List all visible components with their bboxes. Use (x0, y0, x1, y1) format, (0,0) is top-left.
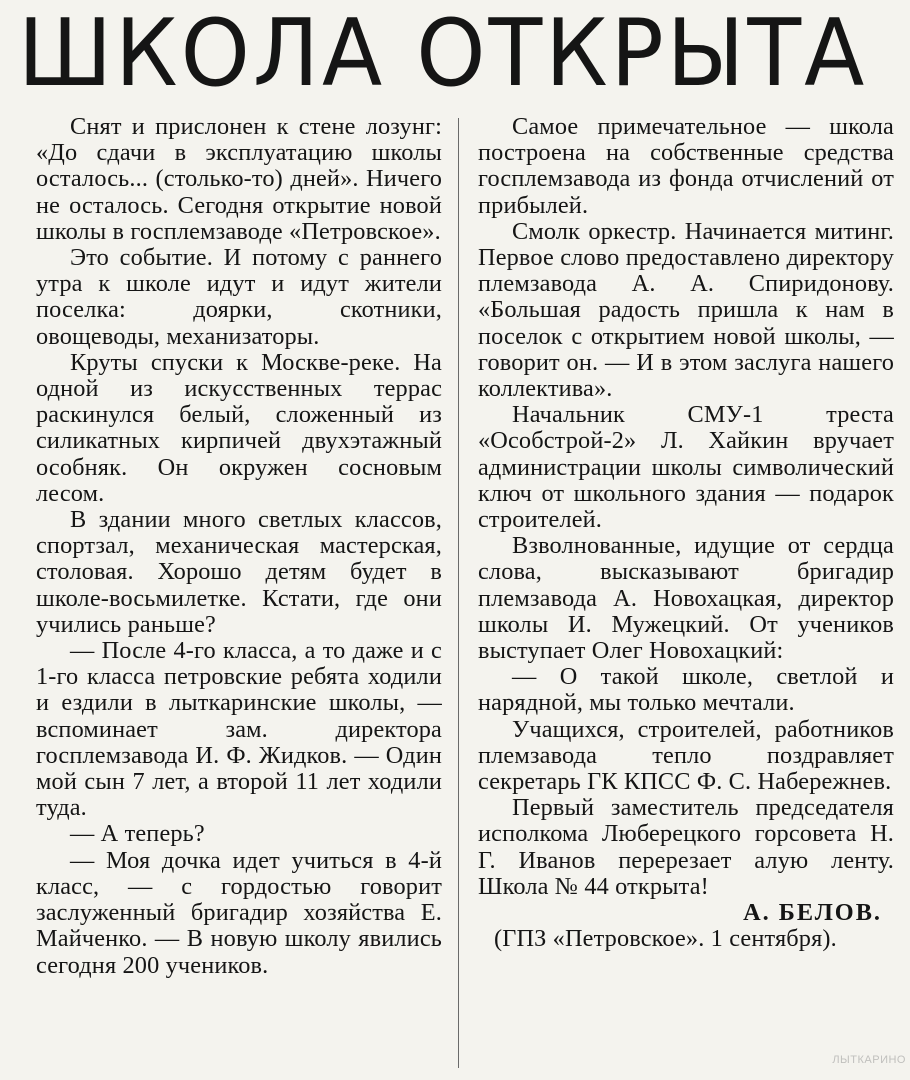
paragraph: В здании много светлых классов, спортзал, механическая мастерская, столовая. Хорошо детям будет в школе-восьмилетке. Кстати, где они учились раньше? (36, 506, 442, 638)
paragraph: Начальник СМУ-1 треста «Особстрой-2» Л. Хайкин вручает администрации школы символический ключ от школьного здания — подарок строителей. (478, 401, 894, 534)
author-signature: А. БЕЛОВ. (743, 899, 882, 927)
paragraph: Это событие. И потому с раннего утра к школе идут и идут жители поселка: доярки, скотники, овощеводы, механизаторы. (36, 244, 442, 350)
paragraph: — Моя дочка идет учиться в 4-й класс, — с гордостью говорит заслуженный бригадир хозяйства Е. Майченко. — В новую школу явились сегодня 200 учеников. (36, 846, 442, 979)
dateline: (ГПЗ «Петровское». 1 сентября). (494, 925, 837, 953)
paragraph: — А теперь? (70, 820, 205, 848)
column-divider (458, 118, 459, 1068)
paragraph: Первый заместитель председателя исполкома Люберецкого горсовета Н. Г. Иванов перерезает алую ленту. Школа № 44 открыта! (478, 794, 894, 900)
paragraph: Круты спуски к Москве-реке. На одной из искусственных террас раскинулся белый, сложенный из силикатных кирпичей двухэтажный особняк. Он окружен сосновым лесом. (36, 348, 442, 507)
paragraph: Взволнованные, идущие от сердца слова, высказывают бригадир племзавода А. Новохацкая, директор школы И. Мужецкий. От учеников выступает Олег Новохацкий: (478, 532, 894, 665)
paragraph: Смолк оркестр. Начинается митинг. Первое слово предоставлено директору племзавода А. А. Спиридонову. «Большая радость пришла к нам в поселок с открытием новой школы, — говорит он. — И в этом заслуга нашего коллектива». (478, 217, 894, 403)
watermark: ЛЫТКАРИНО (832, 1054, 906, 1066)
left-column (36, 114, 442, 1074)
paragraph: — О такой школе, светлой и нарядной, мы только мечтали. (478, 663, 894, 717)
right-column (478, 114, 894, 1074)
paragraph: Самое примечательное — школа построена на собственные средства госплемзавода из фонда отчислений от прибылей. (478, 114, 894, 219)
paragraph: — После 4-го класса, а то даже и с 1-го класса петровские ребята ходили и ездили в лыткаринские школы, — вспоминает зам. директора госплемзавода И. Ф. Жидков. — Один мой сын 7 лет, а второй 11 лет ходили туда. (36, 637, 442, 822)
headline: ШКОЛА ОТКРЫТА (18, 2, 868, 105)
paragraph: Учащихся, строителей, работников племзавода тепло поздравляет секретарь ГК КПСС Ф. С. Набережнев. (478, 715, 894, 796)
paragraph: Снят и прислонен к стене лозунг: «До сдачи в эксплуатацию школы осталось... (столько-то) дней». Ничего не осталось. Сегодня открытие новой школы в госплемзаводе «Петровское». (36, 114, 442, 245)
